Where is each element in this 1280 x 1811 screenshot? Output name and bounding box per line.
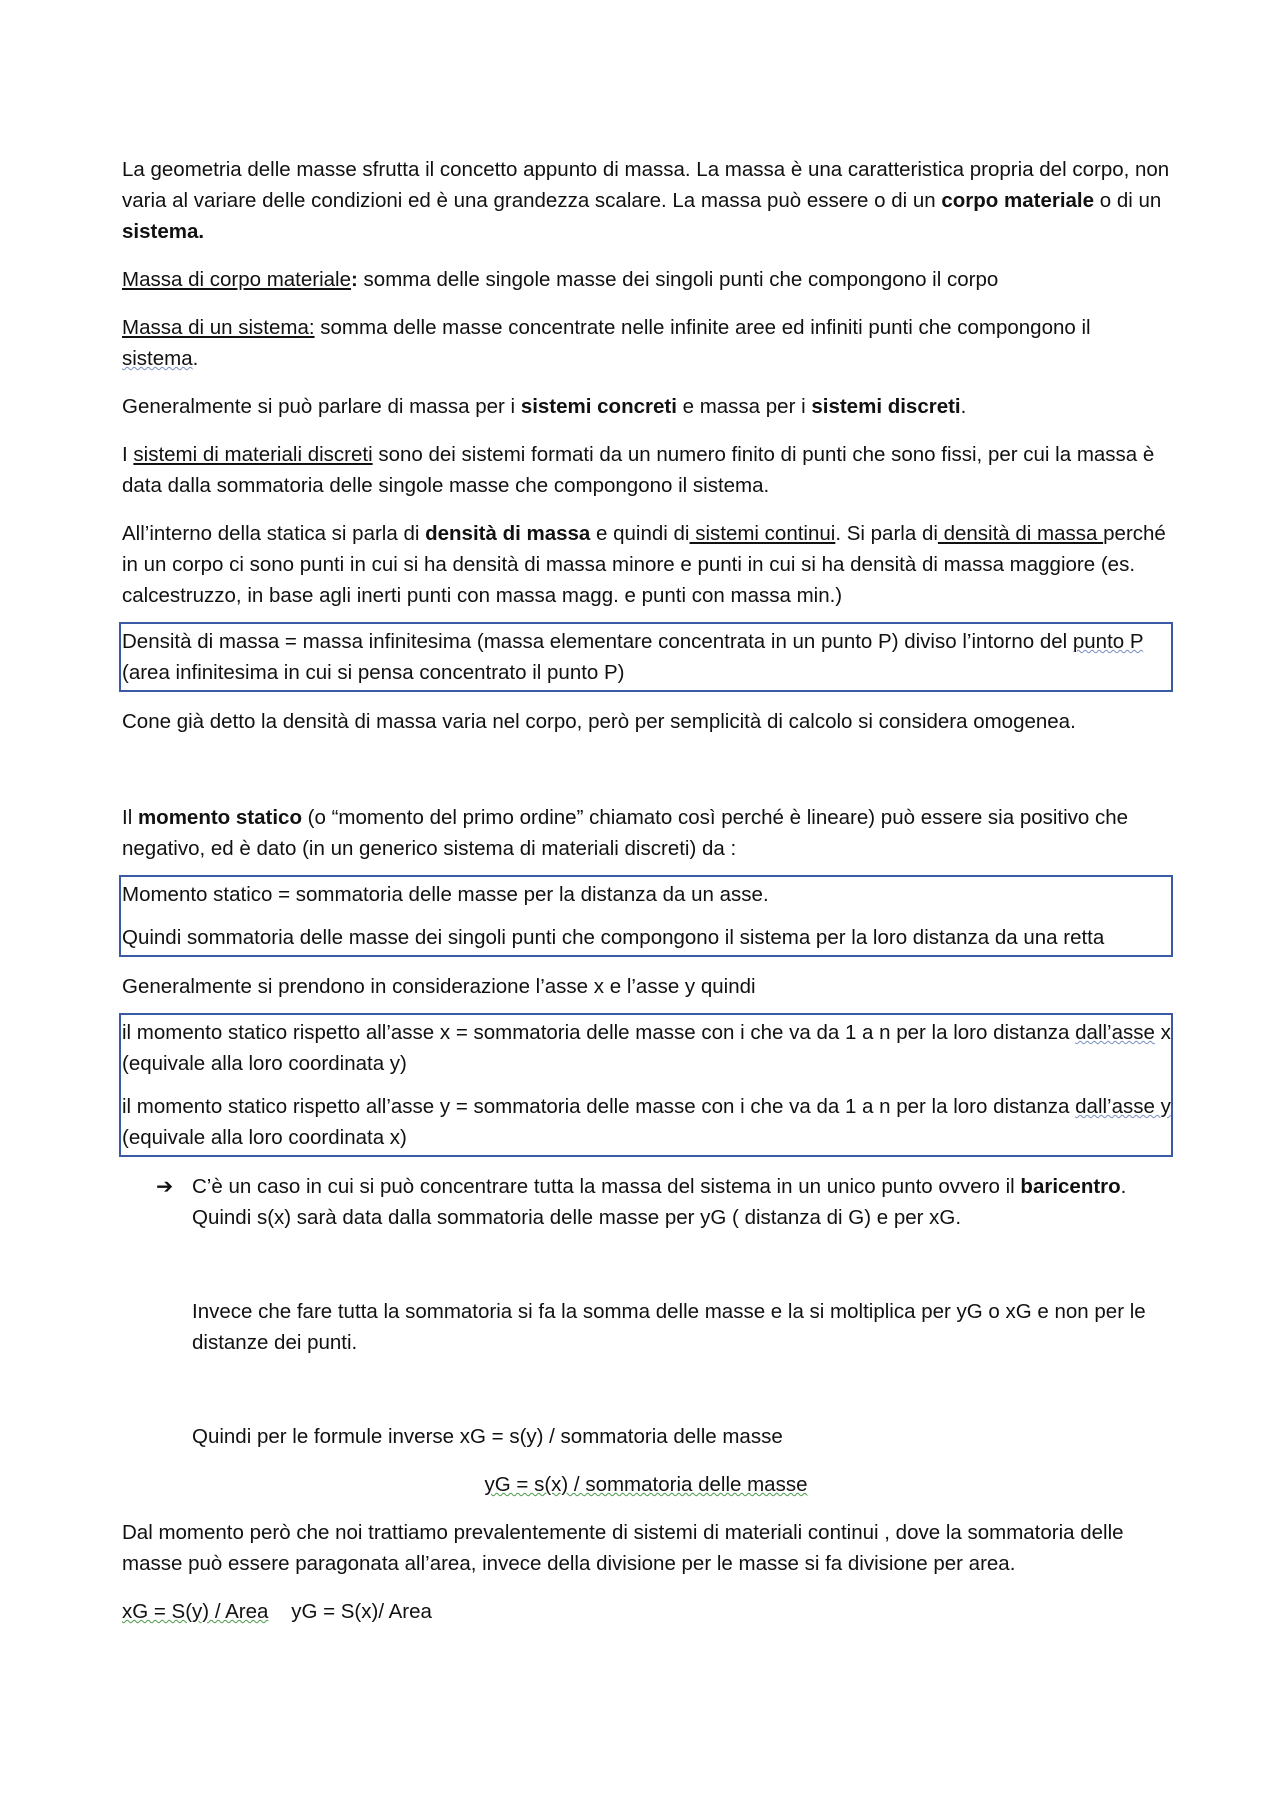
definition-box-densita: [119, 622, 1173, 692]
definition-densita: Densità di massa = massa infinitesima (massa elementare concentrata in un punto P) diviso l’intorno del punto P (area infinitesima in cui si pensa concentrato il punto P): [122, 630, 1144, 684]
definition-momento-line2: Quindi sommatoria delle masse dei singoli punti che compongono il sistema per la loro distanza da una retta: [122, 926, 1105, 949]
paragraph-sistemi: Generalmente si può parlare di massa per i sistemi concreti e massa per i sistemi discreti.: [122, 395, 967, 418]
paragraph-assi: Generalmente si prendono in considerazione l’asse x e l’asse y quindi: [122, 975, 756, 998]
arrow-bullet-icon: ➔: [156, 1175, 174, 1198]
formula-area: xG = S(y) / Area yG = S(x)/ Area: [122, 1600, 432, 1623]
document-body: [122, 154, 1170, 1644]
paragraph-continui: Dal momento però che noi trattiamo prevalentemente di sistemi di materiali continui , dove la sommatoria delle masse può essere paragonata all’area, invece della divisione per le masse si fa divisione per area.: [122, 1521, 1124, 1575]
definition-momento-line1: Momento statico = sommatoria delle masse per la distanza da un asse.: [122, 883, 769, 906]
formula-xg: Quindi per le formule inverse xG = s(y) / sommatoria delle masse: [192, 1425, 783, 1448]
paragraph-sistemi-discreti: I sistemi di materiali discreti sono dei sistemi formati da un numero finito di punti che sono fissi, per cui la massa è data dalla sommatoria delle singole masse che compongono il sistema.: [122, 443, 1155, 497]
definition-box-assi: [119, 1013, 1173, 1157]
definition-box-momento: [119, 875, 1173, 957]
definition-asse-x: il momento statico rispetto all’asse x = sommatoria delle masse con i che va da 1 a n per la loro distanza dall’asse x (equivale alla loro coordinata y): [122, 1021, 1171, 1075]
paragraph-massa-corpo: Massa di corpo materiale: somma delle singole masse dei singoli punti che compongono il corpo: [122, 268, 999, 291]
paragraph-massa-sistema: Massa di un sistema: somma delle masse concentrate nelle infinite aree ed infiniti punti che compongono il sistema.: [122, 316, 1091, 370]
paragraph-somma-masse: Invece che fare tutta la sommatoria si fa la somma delle masse e la si moltiplica per yG o xG e non per le distanze dei punti.: [192, 1300, 1146, 1354]
paragraph-omogenea: Cone già detto la densità di massa varia nel corpo, però per semplicità di calcolo si considera omogenea.: [122, 710, 1076, 733]
definition-asse-y: il momento statico rispetto all’asse y = sommatoria delle masse con i che va da 1 a n per la loro distanza dall’asse y (equivale alla loro coordinata x): [122, 1095, 1171, 1149]
bullet-baricentro: ➔ C’è un caso in cui si può concentrare tutta la massa del sistema in un unico punto ovvero il baricentro. Quindi s(x) sarà data dalla sommatoria delle masse per yG ( distanza di G) e per xG.: [122, 1171, 1170, 1233]
formula-yg: yG = s(x) / sommatoria delle masse: [484, 1473, 808, 1496]
paragraph-momento-statico: Il momento statico (o “momento del primo ordine” chiamato così perché è lineare) può essere sia positivo che negativo, ed è dato (in un generico sistema di materiali discreti) da :: [122, 806, 1129, 860]
paragraph-densita: All’interno della statica si parla di densità di massa e quindi di sistemi continui. Si parla di densità di massa perché in un corpo ci sono punti in cui si ha densità di massa minore e punti in cui si ha densità di massa maggiore (es. calcestruzzo, in base agli inerti punti con massa magg. e punti con massa min.): [122, 522, 1166, 607]
paragraph-intro: La geometria delle masse sfrutta il concetto appunto di massa. La massa è una caratteristica propria del corpo, non varia al variare delle condizioni ed è una grandezza scalare. La massa può essere o di un corpo materiale o di un sistema.: [122, 158, 1170, 243]
